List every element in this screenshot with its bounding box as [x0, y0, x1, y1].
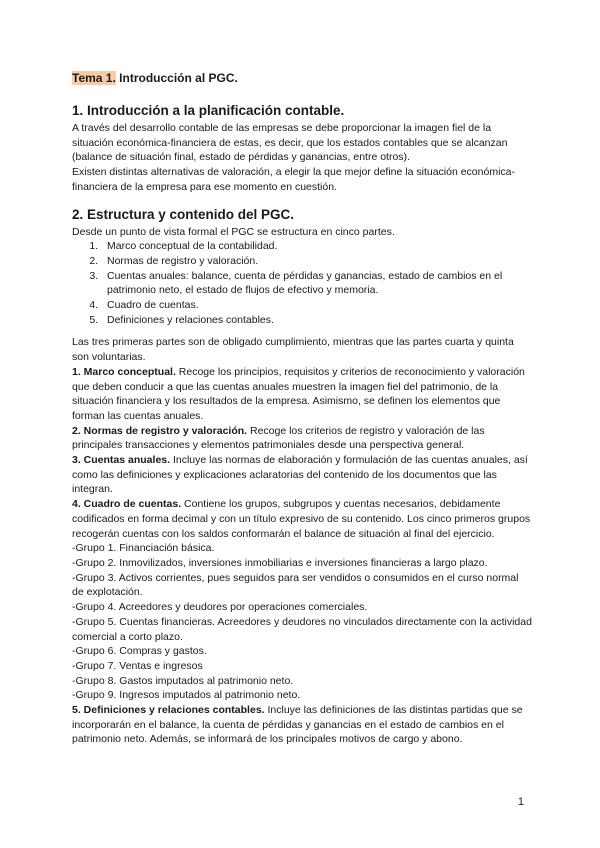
group-line: -Grupo 7. Ventas e ingresos — [72, 659, 203, 672]
detail-text: Recoge los criterios de registro y valoración de las principales transacciones y elementos patrimoniales desde una perspectiva general. — [72, 424, 485, 452]
list-item: 5. Definiciones y relaciones contables. — [101, 313, 532, 328]
parts-list — [72, 239, 532, 327]
section-2-intro: Desde un punto de vista formal el PGC se estructura en cinco partes. — [72, 225, 395, 238]
list-item: 1. Marco conceptual de la contabilidad. — [101, 239, 532, 254]
group-line: -Grupo 4. Acreedores y deudores por operaciones comerciales. — [72, 601, 368, 614]
group-line: -Grupo 1. Financiación básica. — [72, 542, 215, 555]
section-2 — [72, 206, 532, 748]
detail-text: Incluye las definiciones de las distintas partidas que se incorporarán en el balance, la cuenta de pérdidas y ganancias en el estado de cambios en el patrimonio neto. Además, se informará de los principales motivos de cargo y abono. — [72, 704, 523, 746]
detail-term: 1. Marco conceptual. — [72, 365, 176, 378]
section-1-paragraph: A través del desarrollo contable de las empresas se debe proporcionar la imagen fiel de la situación económica-financiera de estas, es decir, que los estados contables que se alcanzan (balance de situación final, estado de pérdidas y ganancias, entre otros). — [72, 122, 508, 164]
document-page — [72, 70, 532, 747]
list-item: 2. Normas de registro y valoración. — [101, 254, 532, 269]
detail-term: 5. Definiciones y relaciones contables. — [72, 704, 265, 717]
topic-title — [72, 70, 532, 86]
group-line: -Grupo 6. Compras y gastos. — [72, 645, 207, 658]
section-2-note: Las tres primeras partes son de obligado cumplimiento, mientras que las partes cuarta y quinta son voluntarias. — [72, 336, 514, 364]
detail-paragraph — [72, 365, 532, 424]
detail-paragraph — [72, 424, 532, 453]
detail-paragraph — [72, 497, 532, 541]
detail-term: 3. Cuentas anuales. — [72, 454, 171, 467]
detail-text: Recoge los principios, requisitos y criterios de reconocimiento y valoración que deben conducir a que las cuentas anuales muestren la imagen fiel del patrimonio, de la situación financiera y los resultados de la empresa. Asimismo, se definen los elementos que forman las cuentas anuales. — [72, 365, 525, 422]
section-2-heading: 2. Estructura y contenido del PGC. — [72, 206, 295, 222]
group-line: -Grupo 8. Gastos imputados al patrimonio neto. — [72, 674, 294, 687]
list-item: 3. Cuentas anuales: balance, cuenta de pérdidas y ganancias, estado de cambios en el patrimonio neto, el estado de flujos de efectivo y memoria. — [101, 269, 532, 298]
detail-text: Contiene los grupos, subgrupos y cuentas necesarios, debidamente codificados en forma decimal y con un título expresivo de su contenido. Los cinco primeros grupos recogerán cuentas con los saldos conformarán el balance de situación al final del ejercicio. — [72, 498, 531, 540]
section-1 — [72, 102, 532, 195]
detail-term: 2. Normas de registro y valoración. — [72, 424, 248, 437]
group-line: -Grupo 3. Activos corrientes, pues seguidos para ser vendidos o consumidos en el curso normal de explotación. — [72, 571, 519, 599]
detail-paragraph — [72, 703, 532, 747]
page-number: 1 — [517, 796, 524, 808]
group-line: -Grupo 9. Ingresos imputados al patrimonio neto. — [72, 689, 301, 702]
list-item: 4. Cuadro de cuentas. — [101, 298, 532, 313]
detail-paragraph — [72, 453, 532, 497]
section-1-paragraph: Existen distintas alternativas de valoración, a elegir la que mejor define la situación económica-financiera de la empresa para ese momento en cuestión. — [72, 166, 515, 193]
detail-term: 4. Cuadro de cuentas. — [72, 498, 182, 511]
topic-title-text: Introducción al PGC. — [119, 71, 238, 85]
topic-highlight: Tema 1. — [72, 71, 116, 85]
group-line: -Grupo 5. Cuentas financieras. Acreedores y deudores no vinculados directamente con la actividad comercial a corto plazo. — [72, 615, 532, 643]
group-line: -Grupo 2. Inmovilizados, inversiones inmobiliarias e inversiones financieras a largo plazo. — [72, 556, 488, 569]
detail-text: Incluye las normas de elaboración y formulación de las cuentas anuales, así como las definiciones y explicaciones aclaratorias del contenido de los documentos que las integran. — [72, 454, 528, 496]
section-1-heading: 1. Introducción a la planificación contable. — [72, 103, 345, 118]
